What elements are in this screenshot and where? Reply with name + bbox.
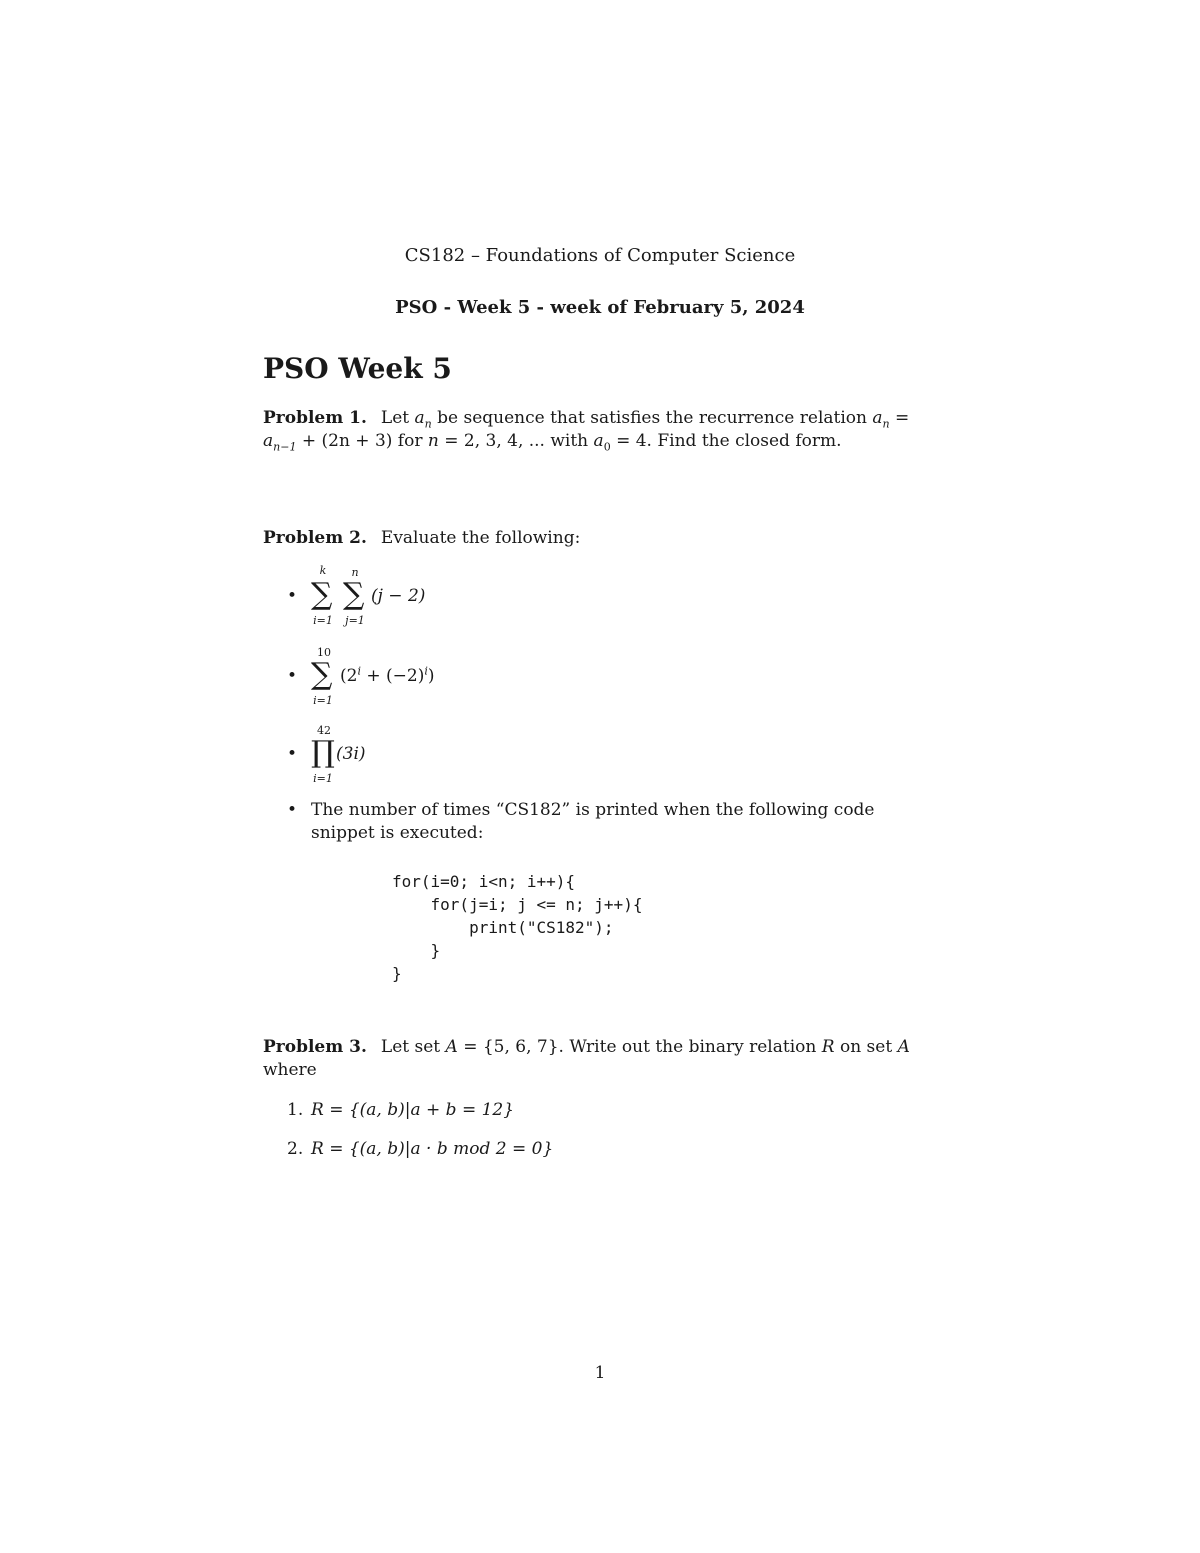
bullet-1: • xyxy=(287,586,298,606)
outer-sum-lower: i=1 xyxy=(313,614,333,627)
code-snippet: for(i=0; i<n; i++){ for(j=i; j <= n; j++){ print("CS182"); } } xyxy=(392,872,643,983)
range-text: = 2, 3, 4, ... with xyxy=(438,431,594,451)
problem-1-let: Let xyxy=(380,408,415,428)
set-name: A xyxy=(445,1037,458,1057)
code-question-text: The number of times “CS182” is printed when the following code snippet is executed: xyxy=(311,800,875,843)
bullet-2: • xyxy=(287,666,298,686)
sub-n-minus-1: n−1 xyxy=(273,440,297,454)
sum-expr-sup-1: i xyxy=(357,664,361,678)
sum-expr-sup-2: i xyxy=(424,664,428,678)
bullet-4-item xyxy=(287,799,939,843)
problem-3-end: where xyxy=(263,1060,317,1080)
bullet-3: • xyxy=(287,744,298,764)
equals: = xyxy=(889,408,910,428)
sub-0: 0 xyxy=(603,440,611,454)
initial-condition: = 4. Find the closed form. xyxy=(610,431,842,451)
sum-upper: 10 xyxy=(317,646,331,659)
set-definition: = {5, 6, 7}. Write out the binary relation xyxy=(457,1037,822,1057)
problem-2-intro: Evaluate the following: xyxy=(380,528,581,548)
document-subtitle: PSO - Week 5 - week of February 5, 2024 xyxy=(395,297,805,318)
prod-lower: i=1 xyxy=(313,772,333,785)
problem-3-pre: Let set xyxy=(380,1037,446,1057)
sum-lower: i=1 xyxy=(313,694,333,707)
relation-item-2-number: 2. xyxy=(287,1139,304,1159)
product-expr: (3i) xyxy=(336,744,366,764)
problem-3 xyxy=(263,1036,939,1082)
seq-symbol: a xyxy=(414,408,425,428)
problem-3-label: Problem 3. xyxy=(263,1037,367,1057)
sum-symbol: ∑ xyxy=(311,657,333,692)
inner-sum-upper: n xyxy=(351,566,359,579)
sum-expr-close: ) xyxy=(427,666,435,686)
sub-n-2: n xyxy=(882,417,890,431)
relation-name: R xyxy=(821,1037,835,1057)
double-sum-expr: (j − 2) xyxy=(371,586,426,606)
inner-sum-lower: j=1 xyxy=(345,614,365,627)
bullet-4: • xyxy=(287,800,298,820)
recurrence-term: + (2n + 3) for xyxy=(296,431,428,451)
sum-expr xyxy=(340,666,435,686)
problem-1-label: Problem 1. xyxy=(263,408,367,428)
problem-1-desc: be sequence that satisfies the recurrence relation xyxy=(431,408,873,428)
seq-symbol-4: a xyxy=(593,431,604,451)
problem-3-mid: on set xyxy=(834,1037,898,1057)
sum-expr-open: (2 xyxy=(340,666,358,686)
relation-item-2-expr: R = {(a, b)|a · b mod 2 = 0} xyxy=(311,1139,554,1159)
relation-item-1-expr: R = {(a, b)|a + b = 12} xyxy=(311,1100,515,1120)
outer-sum-symbol: ∑ xyxy=(311,577,333,612)
prod-upper: 42 xyxy=(317,724,331,737)
page-number: 1 xyxy=(594,1363,606,1383)
page-heading: PSO Week 5 xyxy=(263,352,452,385)
inner-sum-symbol: ∑ xyxy=(343,577,365,612)
set-name-2: A xyxy=(897,1037,910,1057)
seq-symbol-3: a xyxy=(263,431,274,451)
sub-n: n xyxy=(424,417,432,431)
range-var: n xyxy=(427,431,439,451)
relation-item-2 xyxy=(287,1139,553,1159)
course-title: CS182 – Foundations of Computer Science xyxy=(404,245,796,266)
problem-2 xyxy=(263,527,939,550)
problem-1 xyxy=(263,407,939,453)
sum-expr-mid: + (−2) xyxy=(360,666,425,686)
outer-sum-upper: k xyxy=(319,564,327,577)
relation-item-1-number: 1. xyxy=(287,1100,304,1120)
product-symbol: ∏ xyxy=(311,735,335,770)
relation-item-1 xyxy=(287,1100,514,1120)
seq-symbol-2: a xyxy=(872,408,883,428)
problem-2-label: Problem 2. xyxy=(263,528,367,548)
